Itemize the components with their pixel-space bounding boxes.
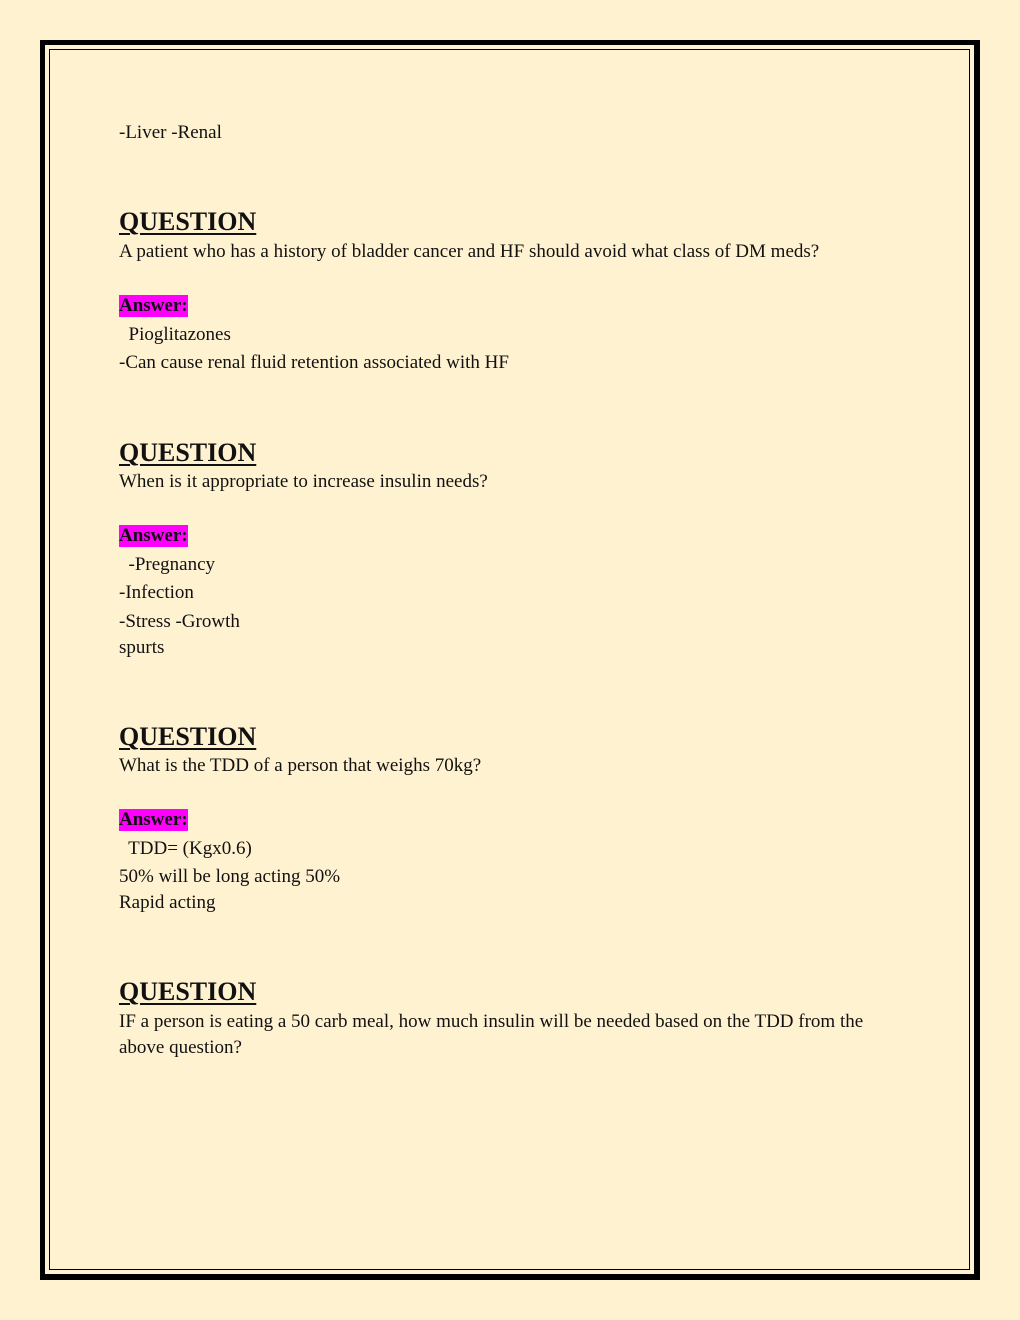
answer-line: Pioglitazones [119, 324, 231, 345]
question-heading: QUESTION [119, 438, 257, 467]
answer-label: Answer: [119, 809, 188, 830]
answer-label: Answer: [119, 295, 188, 316]
previous-answer-continuation: -Liver -Renal [119, 122, 222, 143]
question-text: When is it appropriate to increase insulin needs? [119, 471, 488, 492]
question-text: IF a person is eating a 50 carb meal, how much insulin will be needed based on the TDD from the above question? [119, 1011, 864, 1058]
question-heading: QUESTION [119, 207, 257, 236]
answer-line: spurts [119, 637, 165, 658]
answer-line: -Stress -Growth [119, 611, 240, 632]
answer-line: -Infection [119, 582, 194, 603]
answer-line: TDD= (Kgx0.6) [119, 838, 252, 859]
answer-label: Answer: [119, 525, 188, 546]
answer-line: -Pregnancy [119, 554, 216, 575]
question-text: A patient who has a history of bladder cancer and HF should avoid what class of DM meds? [119, 241, 820, 262]
question-heading: QUESTION [119, 977, 257, 1006]
question-text: What is the TDD of a person that weighs 70kg? [119, 755, 482, 776]
answer-line: -Can cause renal fluid retention associated with HF [119, 352, 509, 373]
question-heading: QUESTION [119, 722, 257, 751]
answer-line: 50% will be long acting 50% [119, 866, 341, 887]
answer-line: Rapid acting [119, 892, 216, 913]
